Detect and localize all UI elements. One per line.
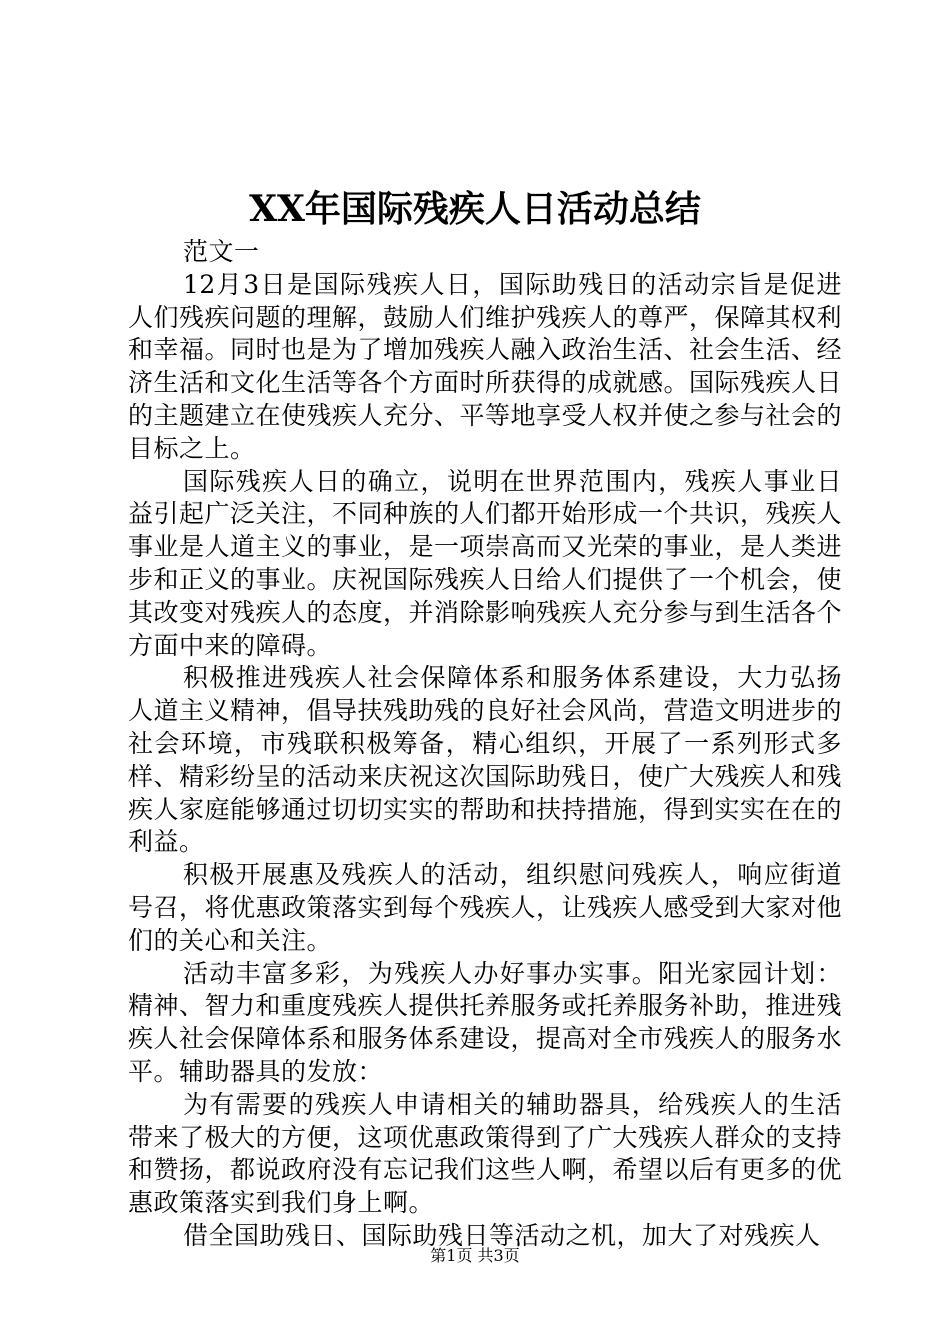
paragraph-heading-fanwen: 范文一: [183, 237, 260, 266]
paragraph: 积极开展惠及残疾人的活动，组织慰问残疾人，响应街道号召，将优惠政策落实到每个残疾人，让残疾人感受到大家对他们的关心和关注。: [128, 860, 843, 955]
paragraph: 为有需要的残疾人申请相关的辅助器具，给残疾人的生活带来了极大的方便，这项优惠政策得到了广大残疾人群众的支持和赞扬，都说政府没有忘记我们这些人啊，希望以后有更多的优惠政策落实到我们身上啊。: [128, 1089, 843, 1218]
paragraph: 12月3日是国际残疾人日，国际助残日的活动宗旨是促进人们残疾问题的理解，鼓励人们维护残疾人的尊严，保障其权利和幸福。同时也是为了增加残疾人融入政治生活、社会生活、经济生活和文化生活等各个方面时所获得的成就感。国际残疾人日的主题建立在使残疾人充分、平等地享受人权并使之参与社会的目标之上。: [128, 269, 843, 463]
paragraph: 国际残疾人日的确立，说明在世界范围内，残疾人事业日益引起广泛关注，不同种族的人们都开始形成一个共识，残疾人事业是人道主义的事业，是一项崇高而又光荣的事业，是人类进步和正义的事业。庆祝国际残疾人日给人们提供了一个机会，使其改变对残疾人的态度，并消除影响残疾人充分参与到生活各个方面中来的障碍。: [128, 466, 843, 660]
document-title: XX年国际残疾人日活动总结: [249, 188, 701, 230]
page-number-footer: 第1页 共3页: [430, 1246, 520, 1265]
document-body: [128, 236, 842, 1253]
paragraph: 借全国助残日、国际助残日等活动之机，加大了对残疾人: [183, 1220, 821, 1250]
paragraph: 活动丰富多彩，为残疾人办好事办实事。阳光家园计划：精神、智力和重度残疾人提供托养服务或托养服务补助，推进残疾人社会保障体系和服务体系建设，提高对全市残疾人的服务水平。辅助器具的发放：: [128, 958, 843, 1086]
paragraph: 积极推进残疾人社会保障体系和服务体系建设，大力弘扬人道主义精神，倡导扶残助残的良好社会风尚，营造文明进步的社会环境，市残联积极筹备，精心组织，开展了一系列形式多样、精彩纷呈的活动来庆祝这次国际助残日，使广大残疾人和残疾人家庭能够通过切切实实的帮助和扶持措施，得到实实在在的利益。: [128, 663, 843, 857]
